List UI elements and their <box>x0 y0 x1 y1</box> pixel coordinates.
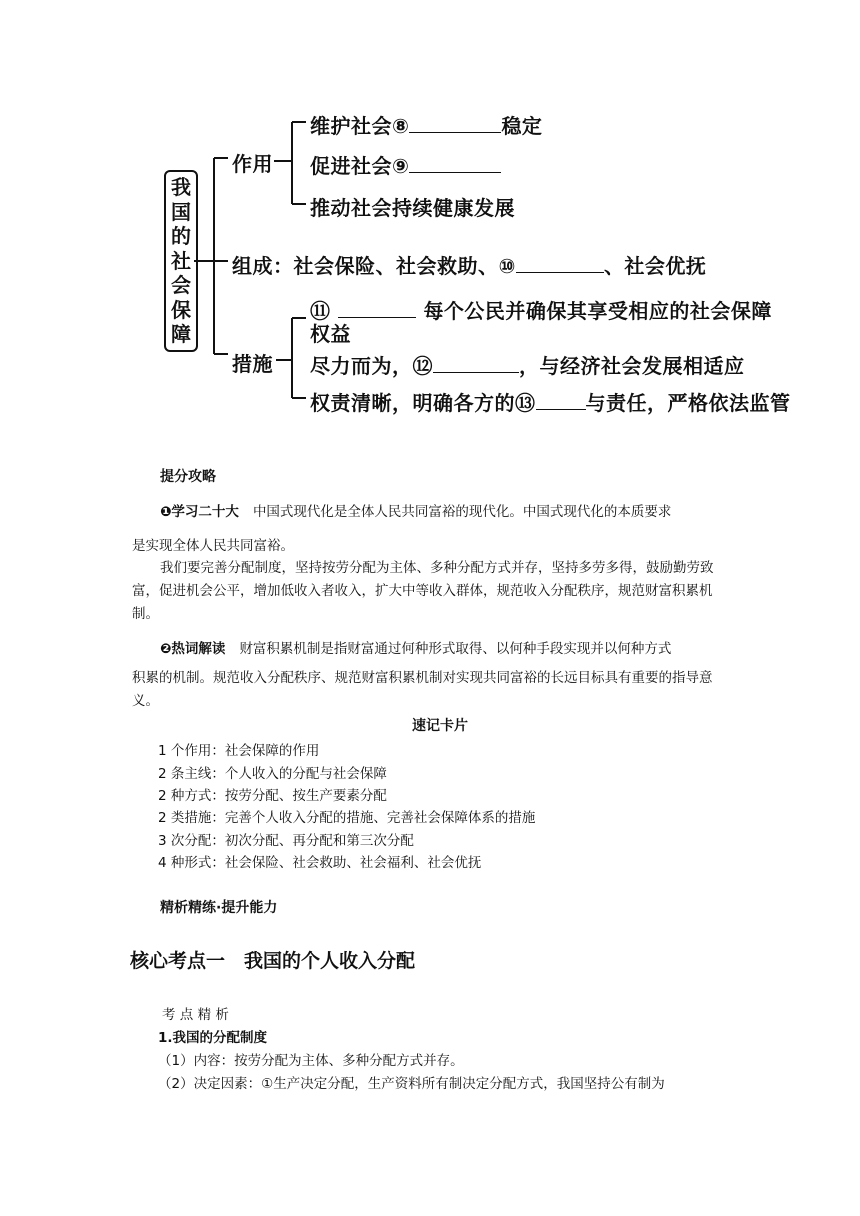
measures-line2-post: ，与经济社会发展相适应 <box>519 354 745 378</box>
measures-line1-post: 每个公民并确保其享受相应的社会保障 <box>423 299 772 323</box>
answer-blank-10[interactable] <box>516 254 604 273</box>
tips-item2-text2: 积累的机制。规范收入分配秩序、规范财富积累机制对实现共同富裕的长远目标具有重要的指导意义。 <box>132 670 713 709</box>
branch-measures-label: 措施 <box>232 352 273 376</box>
measures-line-3 <box>310 387 791 416</box>
content-line-2: （2）决定因素：①生产决定分配，生产资料所有制决定分配方式，我国坚持公有制为 <box>158 1076 665 1092</box>
root-char: 社 <box>171 248 191 273</box>
item-title: 1.我国的分配制度 <box>158 1030 268 1046</box>
tips-heading: 提分攻略 <box>160 469 216 485</box>
root-char: 国 <box>171 199 191 224</box>
root-char: 我 <box>171 175 191 199</box>
card-line: 3 次分配：初次分配、再分配和第三次分配 <box>158 833 414 849</box>
function-item-1-pre: 维护社会⑧ <box>310 114 410 138</box>
function-item-2 <box>310 150 501 179</box>
tips-item1-text2: 是实现全体人民共同富裕。 <box>132 538 294 554</box>
card-line: 2 类措施：完善个人收入分配的措施、完善社会保障体系的措施 <box>158 810 536 826</box>
measures-line2-pre: 尽力而为，⑫ <box>310 354 433 378</box>
analysis-heading: 考 点 精 析 <box>162 1007 229 1023</box>
tips-item-2 <box>160 637 671 657</box>
section-subheading: 精析精练·提升能力 <box>160 900 278 916</box>
tips-item2-text1: 财富积累机制是指财富通过何种形式取得、以何种手段实现并以何种方式 <box>239 641 672 657</box>
tips-item-1 <box>160 500 671 520</box>
answer-blank-11[interactable] <box>338 299 416 318</box>
card-line: 4 种形式：社会保险、社会救助、社会福利、社会优抚 <box>158 855 482 871</box>
tips-item1-para2: 我们要完善分配制度，坚持按劳分配为主体、多种分配方式并存，坚持多劳多得，鼓励勤劳致富，促进机会公平，增加低收入者收入，扩大中等收入群体，规范收入分配秩序，规范财富积累机制。 <box>132 560 714 622</box>
answer-blank-13[interactable] <box>536 391 586 410</box>
root-char: 保 <box>171 297 191 322</box>
tips-item2-label: ❷热词解读 <box>160 641 226 657</box>
measures-line-1-cont: 权益 <box>310 322 351 346</box>
section-title: 核心考点一 我国的个人收入分配 <box>130 950 416 972</box>
function-item-1-post: 稳定 <box>501 114 543 138</box>
card-line: 2 种方式：按劳分配、按生产要素分配 <box>158 788 387 804</box>
card-title: 速记卡片 <box>412 718 468 734</box>
answer-blank-9[interactable] <box>409 154 501 173</box>
measures-line-2 <box>310 350 745 379</box>
card-line: 2 条主线：个人收入的分配与社会保障 <box>158 766 387 782</box>
function-item-2-pre: 促进社会⑨ <box>310 154 410 178</box>
function-item-3: 推动社会持续健康发展 <box>310 196 515 220</box>
card-line: 1 个作用：社会保障的作用 <box>158 743 320 759</box>
composition-pre: 组成：社会保险、社会救助、⑩ <box>232 254 516 278</box>
diagram-root-box <box>164 170 198 352</box>
tips-item1-label: ❶学习二十大 <box>160 504 239 520</box>
tips-item1-text1: 中国式现代化是全体人民共同富裕的现代化。中国式现代化的本质要求 <box>252 504 672 520</box>
measures-line-1 <box>310 295 772 324</box>
root-char: 会 <box>171 273 191 297</box>
measures-line1-pre: ⑪ <box>310 299 331 323</box>
root-char: 的 <box>171 224 191 248</box>
measures-line3-post: 与责任，严格依法监管 <box>585 391 791 415</box>
content-line-1: （1）内容：按劳分配为主体、多种分配方式并存。 <box>158 1053 464 1069</box>
answer-blank-8[interactable] <box>409 114 501 133</box>
measures-line3-pre: 权责清晰，明确各方的⑬ <box>310 391 536 415</box>
answer-blank-12[interactable] <box>433 354 519 373</box>
root-char: 障 <box>171 322 191 346</box>
composition-post: 、社会优抚 <box>603 254 707 278</box>
branch-function-label: 作用 <box>232 152 273 176</box>
function-item-1 <box>310 110 542 139</box>
branch-composition <box>232 250 706 279</box>
